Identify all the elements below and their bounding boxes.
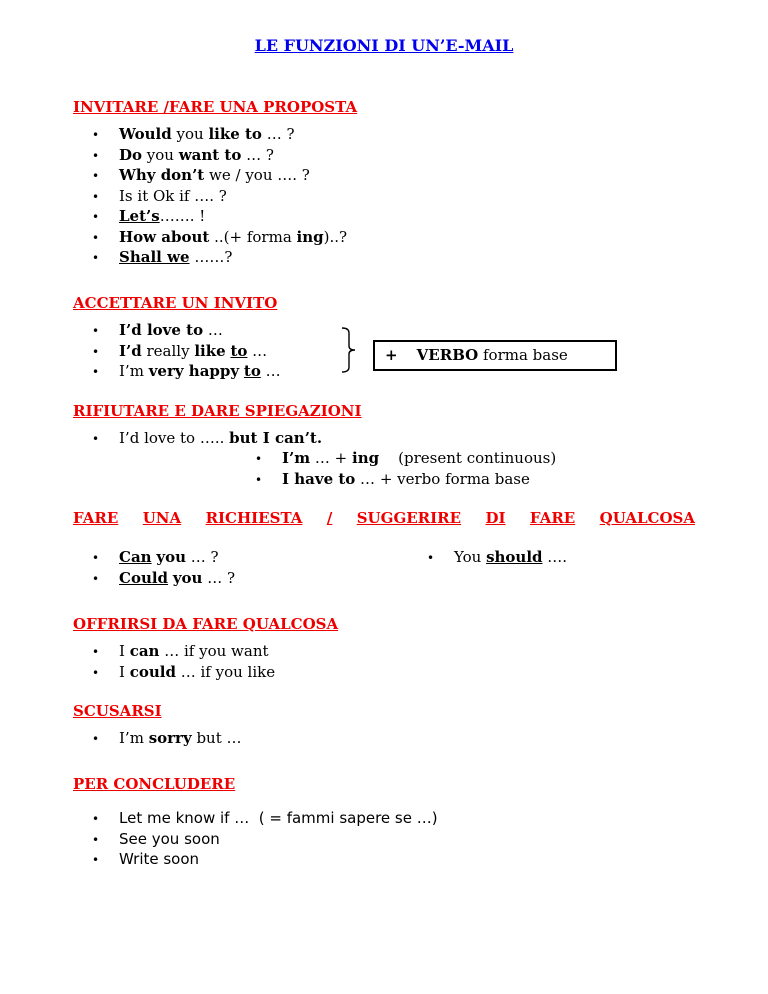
- list-item: • How about ..(+ forma ing)..?: [92, 227, 347, 248]
- list-item: • I’d really like to …: [92, 341, 281, 362]
- list-item: • Write soon: [92, 849, 438, 870]
- list-item: • Can you … ?: [92, 547, 235, 568]
- heading-scusarsi: SCUSARSI: [73, 702, 162, 720]
- list-item: • Could you … ?: [92, 568, 235, 589]
- list-richiesta: [92, 547, 235, 588]
- heading-richiesta: FARE UNA RICHIESTA / SUGGERIRE DI FARE QUALCOSA: [73, 509, 695, 527]
- verbo-box: + VERBO forma base: [373, 340, 617, 371]
- list-item: • I’d love to …: [92, 320, 281, 341]
- list-item: • You should ….: [427, 547, 567, 568]
- page-title: LE FUNZIONI DI UN’E-MAIL: [254, 36, 514, 55]
- list-item: • Why don’t we / you …. ?: [92, 165, 347, 186]
- list-concludere: [92, 808, 438, 870]
- heading-offrirsi: OFFRIRSI DA FARE QUALCOSA: [73, 615, 339, 633]
- list-item: • I could … if you like: [92, 662, 275, 683]
- list-item: • Would you like to … ?: [92, 124, 347, 145]
- list-item: • I’m very happy to …: [92, 361, 281, 382]
- list-item: • See you soon: [92, 829, 438, 850]
- heading-accettare: ACCETTARE UN INVITO: [73, 294, 278, 312]
- list-offrirsi: [92, 641, 275, 682]
- list-rifiutare: [92, 428, 322, 449]
- list-item: • Shall we ……?: [92, 247, 347, 268]
- list-item: • Do you want to … ?: [92, 145, 347, 166]
- list-invitare: [92, 124, 347, 268]
- list-item: • I’d love to ….. but I can’t.: [92, 428, 322, 449]
- heading-concludere: PER CONCLUDERE: [73, 775, 236, 793]
- list-scusarsi: [92, 728, 242, 749]
- list-item: • I’m … + ing (present continuous): [255, 448, 556, 469]
- right-brace-icon: [340, 327, 356, 373]
- list-item: • Let me know if … ( = fammi sapere se …): [92, 808, 438, 829]
- list-richiesta-right: [427, 547, 567, 568]
- sublist-rifiutare: [255, 448, 556, 489]
- list-item: • I’m sorry but …: [92, 728, 242, 749]
- heading-invitare: INVITARE /FARE UNA PROPOSTA: [73, 98, 358, 116]
- heading-rifiutare: RIFIUTARE E DARE SPIEGAZIONI: [73, 402, 362, 420]
- list-item: • Is it Ok if …. ?: [92, 186, 347, 207]
- list-item: • Let’s……. !: [92, 206, 347, 227]
- list-accettare: [92, 320, 281, 382]
- list-item: • I can … if you want: [92, 641, 275, 662]
- list-item: • I have to … + verbo forma base: [255, 469, 556, 490]
